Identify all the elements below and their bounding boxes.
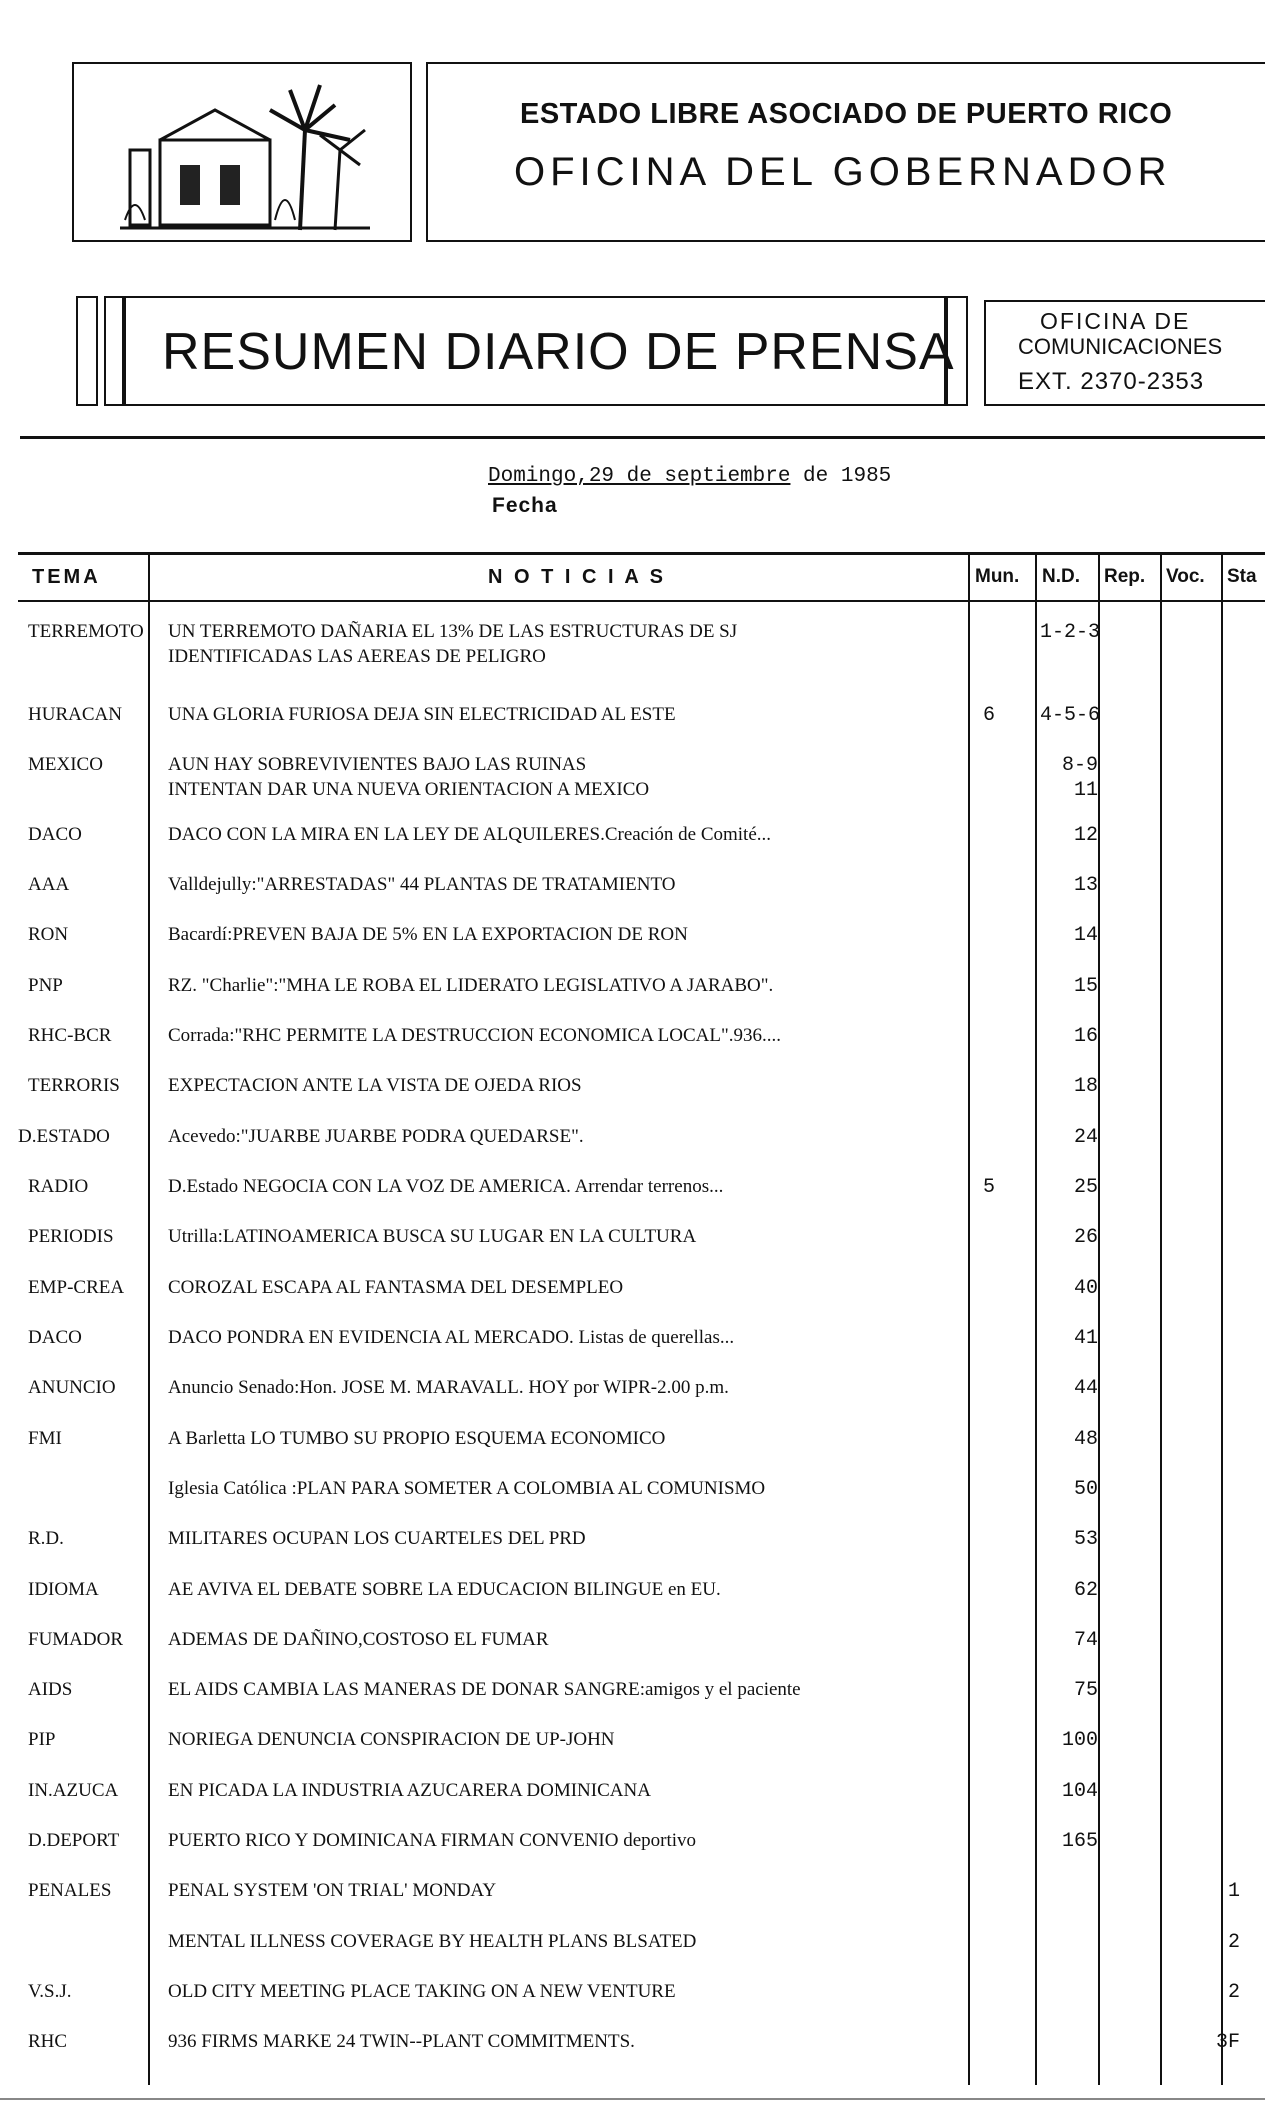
row-headline: INTENTAN DAR UNA NUEVA ORIENTACION A MEXICO [168,779,650,800]
col-divider-rep [1160,552,1162,2085]
row-headline: Bacardí:PREVEN BAJA DE 5% EN LA EXPORTACION DE RON [168,924,688,945]
communications-line-1: OFICINA DE [1040,308,1191,334]
row-nd: 50 [1073,1478,1098,1501]
row-headline: D.Estado NEGOCIA CON LA VOZ DE AMERICA. Arrendar terrenos... [168,1176,724,1197]
row-headline: OLD CITY MEETING PLACE TAKING ON A NEW VENTURE [168,1981,676,2002]
row-nd: 24 [1073,1126,1098,1149]
row-headline: MENTAL ILLNESS COVERAGE BY HEALTH PLANS BLSATED [168,1931,697,1952]
row-tema: RHC-BCR [28,1025,112,1046]
row-headline: Iglesia Católica :PLAN PARA SOMETER A COLOMBIA AL COMUNISMO [168,1478,766,1499]
row-tema: ANUNCIO [28,1377,116,1398]
row-headline: ADEMAS DE DAÑINO,COSTOSO EL FUMAR [168,1629,549,1650]
row-tema: RADIO [28,1176,89,1197]
banner-title: RESUMEN DIARIO DE PRENSA [162,323,955,381]
row-tema: RHC [28,2031,68,2052]
row-tema: D.ESTADO [18,1126,110,1147]
row-nd: 1-2-3 [1039,621,1100,644]
row-tema: TERRORIS [28,1075,120,1096]
communications-line-2: COMUNICACIONES [1018,334,1223,359]
row-nd: 15 [1073,975,1098,998]
row-nd: 4-5-6 [1039,704,1100,727]
col-header-rep: Rep. [1104,566,1146,587]
row-nd: 26 [1073,1226,1098,1249]
row-headline: 936 FIRMS MARKE 24 TWIN--PLANT COMMITMENTS. [168,2031,635,2052]
row-headline: DACO PONDRA EN EVIDENCIA AL MERCADO. Listas de querellas... [168,1327,735,1348]
row-nd: 18 [1073,1075,1098,1098]
row-tema: PNP [28,975,63,996]
row-headline: UNA GLORIA FURIOSA DEJA SIN ELECTRICIDAD AL ESTE [168,704,676,725]
row-headline: Valldejully:"ARRESTADAS" 44 PLANTAS DE TRATAMIENTO [168,874,676,895]
row-headline: COROZAL ESCAPA AL FANTASMA DEL DESEMPLEO [168,1277,624,1298]
banner-bar-left-1 [76,296,98,406]
header-line-1: ESTADO LIBRE ASOCIADO DE PUERTO RICO [520,98,1173,130]
row-tema: AIDS [28,1679,73,1700]
row-headline: Utrilla:LATINOAMERICA BUSCA SU LUGAR EN LA CULTURA [168,1226,697,1247]
col-divider-news [968,552,970,2085]
row-nd: 16 [1073,1025,1098,1048]
col-header-sta: Sta [1227,566,1257,587]
row-tema: AAA [28,874,70,895]
row-tema: HURACAN [28,704,122,725]
row-tema: FUMADOR [28,1629,124,1650]
row-headline: PUERTO RICO Y DOMINICANA FIRMAN CONVENIO deportivo [168,1830,697,1851]
row-headline: MILITARES OCUPAN LOS CUARTELES DEL PRD [168,1528,586,1549]
header-line-2: OFICINA DEL GOBERNADOR [514,150,1172,194]
row-tema: IDIOMA [28,1579,99,1600]
col-header-mun: Mun. [975,566,1020,587]
date-label: Fecha [492,494,558,517]
row-headline: PENAL SYSTEM 'ON TRIAL' MONDAY [168,1880,497,1901]
row-headline: Corrada:"RHC PERMITE LA DESTRUCCION ECONOMICA LOCAL".936.... [168,1025,781,1046]
date-value [488,465,891,488]
row-nd: 25 [1073,1176,1098,1199]
row-nd: 48 [1073,1428,1098,1451]
row-tema: PIP [28,1729,56,1750]
col-divider-mun [1035,552,1037,2085]
row-tema: D.DEPORT [28,1830,120,1851]
row-nd-secondary: 11 [1073,779,1098,802]
date-rest: de 1985 [790,465,892,488]
row-headline: IDENTIFICADAS LAS AEREAS DE PELIGRO [168,646,546,667]
col-header-voc: Voc. [1166,566,1205,587]
communications-line-3: EXT. 2370-2353 [1018,368,1205,395]
row-headline: AUN HAY SOBREVIVIENTES BAJO LAS RUINAS [168,754,587,775]
row-mun: 6 [982,704,995,727]
row-nd: 100 [1061,1729,1098,1752]
row-headline: AE AVIVA EL DEBATE SOBRE LA EDUCACION BILINGUE en EU. [168,1579,721,1600]
row-nd: 62 [1073,1579,1098,1602]
row-headline: NORIEGA DENUNCIA CONSPIRACION DE UP-JOHN [168,1729,615,1750]
col-header-tema: TEMA [32,566,101,588]
row-nd: 41 [1073,1327,1098,1350]
row-headline: EXPECTACION ANTE LA VISTA DE OJEDA RIOS [168,1075,582,1096]
row-sta: 1 [1227,1880,1240,1903]
row-headline: A Barletta LO TUMBO SU PROPIO ESQUEMA ECONOMICO [168,1428,666,1449]
row-tema: V.S.J. [28,1981,72,2002]
row-nd: 104 [1061,1780,1098,1803]
governor-mansion-illustration [120,70,370,235]
row-tema: TERREMOTO [28,621,144,642]
row-tema: PERIODIS [28,1226,114,1247]
row-nd: 74 [1073,1629,1098,1652]
row-nd: 75 [1073,1679,1098,1702]
row-tema: IN.AZUCA [28,1780,119,1801]
header-divider [20,436,1265,439]
row-nd: 12 [1073,824,1098,847]
row-headline: Acevedo:"JUARBE JUARBE PODRA QUEDARSE". [168,1126,584,1147]
table-top-border [18,552,1265,555]
col-header-noticias: N O T I C I A S [488,566,666,588]
col-divider-voc [1221,552,1223,2085]
col-divider-tema [148,552,150,2085]
row-mun: 5 [982,1176,995,1199]
row-headline: RZ. "Charlie":"MHA LE ROBA EL LIDERATO LEGISLATIVO A JARABO". [168,975,774,996]
table-header-border [18,600,1265,602]
row-headline: DACO CON LA MIRA EN LA LEY DE ALQUILERES.Creación de Comité... [168,824,772,845]
row-headline: Anuncio Senado:Hon. JOSE M. MARAVALL. HOY por WIPR-2.00 p.m. [168,1377,729,1398]
row-headline: EN PICADA LA INDUSTRIA AZUCARERA DOMINICANA [168,1780,651,1801]
row-nd: 14 [1073,924,1098,947]
row-nd: 8-9 [1061,754,1098,777]
row-tema: EMP-CREA [28,1277,125,1298]
row-tema: DACO [28,824,82,845]
row-tema: FMI [28,1428,62,1449]
row-nd: 53 [1073,1528,1098,1551]
row-tema: DACO [28,1327,82,1348]
row-sta: 2 [1227,1931,1240,1954]
page-bottom-edge [0,2098,1265,2100]
row-tema: MEXICO [28,754,103,775]
row-sta: 3F [1215,2031,1240,2054]
row-nd: 13 [1073,874,1098,897]
col-header-nd: N.D. [1042,566,1080,587]
col-divider-nd [1098,552,1100,2085]
row-tema: R.D. [28,1528,64,1549]
row-sta: 2 [1227,1981,1240,2004]
row-headline: UN TERREMOTO DAÑARIA EL 13% DE LAS ESTRUCTURAS DE SJ [168,621,738,642]
row-tema: PENALES [28,1880,112,1901]
row-nd: 44 [1073,1377,1098,1400]
row-nd: 40 [1073,1277,1098,1300]
date-underlined: Domingo,29 de septiembre [488,465,791,488]
row-headline: EL AIDS CAMBIA LAS MANERAS DE DONAR SANGRE:amigos y el paciente [168,1679,801,1700]
row-nd: 165 [1061,1830,1098,1853]
row-tema: RON [28,924,69,945]
